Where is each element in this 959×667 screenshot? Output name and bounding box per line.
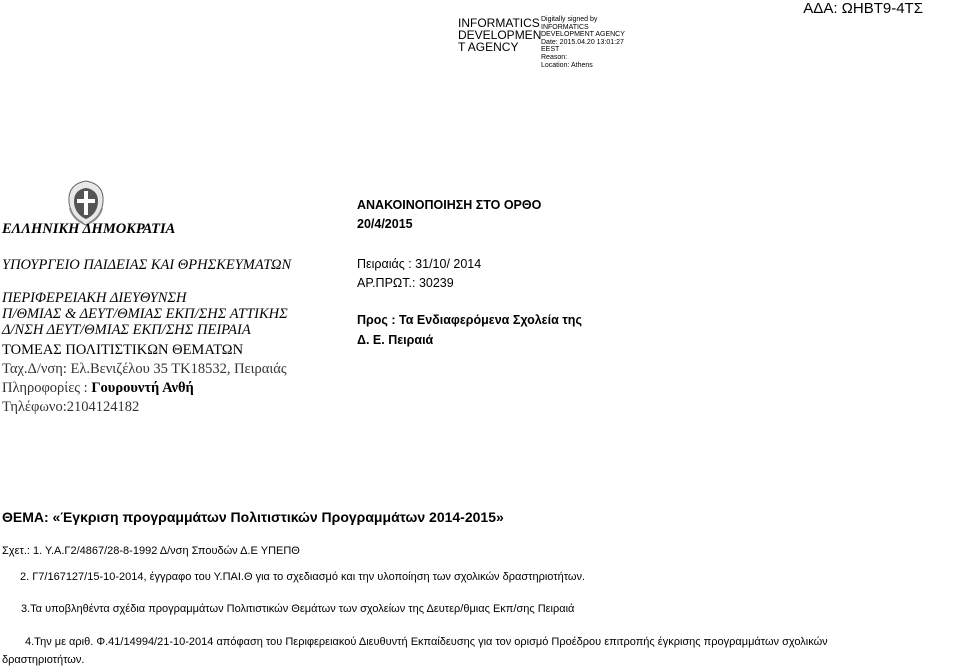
protocol-number: ΑΡ.ΠΡΩΤ.: 30239 — [357, 276, 454, 290]
signature-detail-line: Reason: — [541, 53, 568, 61]
reference-item: 4.Την με αριθ. Φ.41/14994/21-10-2014 απόφαση του Περιφερειακού Διευθυντή Εκπαίδευσης για τον ορισμό Προέδρου επιτροπής έγκρισης προγραμμάτων σχολικών — [25, 636, 828, 648]
republic-title: ΕΛΛΗΝΙΚΗ ΔΗΜΟΚΡΑΤΙΑ — [2, 221, 176, 237]
signature-detail-line: Date: 2015.04.20 13:01:27 — [541, 38, 624, 46]
signature-detail-line: INFORMATICS — [541, 23, 589, 31]
notice-title: ΑΝΑΚΟΙΝΟΠΟΙΗΣΗ ΣΤΟ ΟΡΘΟ — [357, 198, 542, 212]
signature-org-line: DEVELOPMEN — [458, 28, 542, 42]
subject-line: ΘΕΜΑ: «Έγκριση προγραμμάτων Πολιτιστικών Προγραμμάτων 2014-2015» — [2, 509, 504, 525]
place-date: Πειραιάς : 31/10/ 2014 — [357, 257, 482, 271]
greek-emblem-icon — [66, 180, 106, 226]
recipient-line: Προς : Τα Ενδιαφερόμενα Σχολεία της — [357, 313, 582, 327]
department-line: Δ/ΝΣΗ ΔΕΥΤ/ΘΜΙΑΣ ΕΚΠ/ΣΗΣ ΠΕΙΡΑΙΑ — [2, 322, 251, 338]
contact-name: Γουρουντή Ανθή — [91, 380, 194, 396]
signature-detail-line: DEVELOPMENT AGENCY — [541, 31, 625, 39]
contact-info — [2, 380, 194, 396]
recipient-line: Δ. Ε. Πειραιά — [357, 333, 434, 347]
signature-detail-line: EEST — [541, 46, 560, 54]
contact-label: Πληροφορίες : — [2, 380, 92, 396]
signature-detail-line: Digitally signed by — [541, 16, 598, 23]
postal-address: Ταχ.Δ/νση: Ελ.Βενιζέλου 35 ΤΚ18532, Πειραιάς — [2, 361, 287, 377]
reference-item: 3.Τα υποβληθέντα σχέδια προγραμμάτων Πολιτιστικών Θεμάτων των σχολείων της Δευτερ/θμιας Εκπ/σης Πειραιά — [21, 603, 575, 615]
phone-number: Τηλέφωνο:2104124182 — [2, 399, 140, 415]
department-line: ΤΟΜΕΑΣ ΠΟΛΙΤΙΣΤΙΚΩΝ ΘΕΜΑΤΩΝ — [2, 342, 244, 358]
reference-item: Σχετ.: 1. Υ.Α.Γ2/4867/28-8-1992 Δ/νση Σπουδών Δ.Ε ΥΠΕΠΘ — [2, 545, 300, 557]
signature-org-line: INFORMATICS — [458, 16, 540, 30]
signature-org-line: T AGENCY — [458, 40, 519, 54]
reference-item: 2. Γ7/167127/15-10-2014, έγγραφο του Υ.ΠΑΙ.Θ για το σχεδιασμό και την υλοποίηση των σχολικών δραστηριοτήτων. — [20, 571, 586, 583]
signature-details — [541, 16, 625, 69]
notice-date: 20/4/2015 — [357, 217, 413, 231]
department-line: Π/ΘΜΙΑΣ & ΔΕΥΤ/ΘΜΙΑΣ ΕΚΠ/ΣΗΣ ΑΤΤΙΚΗΣ — [2, 306, 288, 322]
ada-code: ΑΔΑ: ΩΗΒΤ9-4ΤΣ — [803, 0, 923, 17]
ministry-name: ΥΠΟΥΡΓΕΙΟ ΠΑΙΔΕΙΑΣ ΚΑΙ ΘΡΗΣΚΕΥΜΑΤΩΝ — [2, 257, 292, 273]
signature-organization — [458, 17, 541, 53]
department-line: ΠΕΡΙΦΕΡΕΙΑΚΗ ΔΙΕΥΘΥΝΣΗ — [2, 290, 187, 306]
signature-detail-line: Location: Athens — [541, 61, 593, 69]
reference-item: δραστηριοτήτων. — [2, 654, 85, 666]
